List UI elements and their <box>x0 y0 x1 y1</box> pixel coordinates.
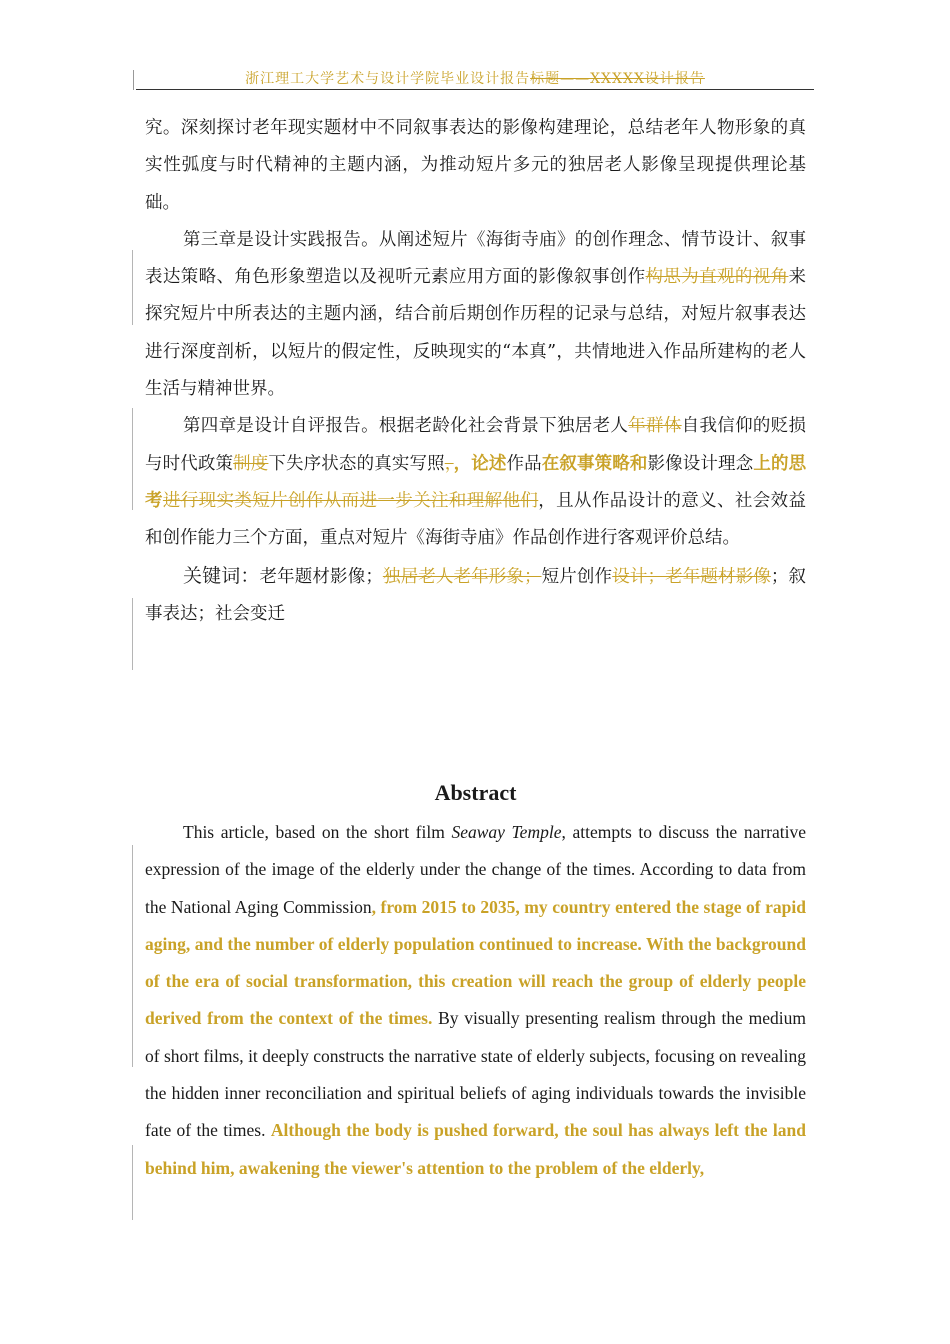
change-bar <box>132 250 133 325</box>
text-run: 自我信仰的贬损与时代政策 <box>145 416 807 474</box>
abstract-title: Abstract <box>434 780 517 805</box>
keyword: 老年题材影像； <box>259 566 383 587</box>
deleted-text: 构思为直观的视角 <box>645 267 789 288</box>
text-run: 影像设计理念 <box>647 453 754 474</box>
abstract-paragraph <box>145 814 806 1187</box>
change-bar <box>132 845 133 1067</box>
text-run: , attempts to discuss the narrative expression of the image of the elderly under the change of the times. According to data from the National Aging Commission <box>145 822 806 917</box>
keyword: 短片创作 <box>541 566 613 587</box>
page-header <box>136 68 814 88</box>
deleted-text: ， <box>444 453 454 474</box>
text-run: This article, based on the short film <box>183 822 452 842</box>
inserted-text: 在叙事策略和 <box>541 453 648 474</box>
change-bar <box>132 598 133 670</box>
header-rule <box>136 89 814 90</box>
text-run: By visually presenting realism through the medium of short films, it deeply constructs the narrative state of elderly subjects, focusing on revealing the hidden inner reconciliation and spiritual beliefs of aging individuals towards the invisible fate of the times. <box>145 1008 806 1141</box>
deleted-text: 制度 <box>233 453 269 474</box>
text-run: 下失序状态的真实写照 <box>268 453 445 474</box>
inserted-text: Although the body is pushed forward, the soul has always left the land behind him, awakening the viewer's attention to the problem of the elderly, <box>145 1120 806 1178</box>
keyword: ；叙事表达；社会变迁 <box>145 566 807 624</box>
text-run: 第三章是设计实践报告。从阐述短片《海街寺庙》的创作理念、情节设计、叙事表达策略、角色形象塑造以及视听元素应用方面的影像叙事创作 <box>145 229 806 288</box>
text-run: 第四章是设计自评报告。根据老龄化社会背景下独居老人 <box>183 416 629 437</box>
deleted-text: 年群体 <box>628 416 682 437</box>
change-bar <box>132 408 133 510</box>
film-title: Seaway Temple <box>451 822 562 842</box>
keywords-label: 关键词： <box>183 564 260 587</box>
inserted-text: ，论述 <box>453 453 507 474</box>
inserted-text: , from 2015 to 2035, my country entered the stage of rapid aging, and the number of elderly population continued to increase. With the background of the era of social transformation, this creation will reach the group of elderly people derived from the context of the times. <box>145 896 806 1029</box>
text-run: ，且从作品设计的意义、社会效益和创作能力三个方面，重点对短片《海街寺庙》作品创作进行客观评价总结。 <box>145 490 806 549</box>
inserted-text: 上的思考 <box>145 453 807 511</box>
english-abstract-body <box>145 814 806 1187</box>
change-bar <box>132 1145 133 1220</box>
chinese-abstract-body <box>145 110 806 633</box>
text-run: 来探究短片中所表达的主题内涵，结合前后期创作历程的记录与总结，对短片叙事表达进行深度剖析，以短片的假定性，反映现实的“本真”，共情地进入作品所建构的老人生活与精神世界。 <box>145 267 806 400</box>
paragraph-chapter4 <box>145 408 806 557</box>
paragraph-chapter3 <box>145 222 806 408</box>
deleted-text: 设计；老年题材影像 <box>612 566 771 587</box>
text-run: 作品 <box>506 453 542 474</box>
keywords <box>145 558 806 634</box>
header-corner-mark <box>133 70 134 90</box>
header-deleted-title: 标题——XXXXX设计报告 <box>530 71 705 87</box>
header-title: 浙江理工大学艺术与设计学院毕业设计报告 <box>245 71 531 87</box>
deleted-text: 进行现实类短片创作从而进一步关注和理解他们 <box>162 490 539 511</box>
paragraph-chapter2-end: 究。深刻探讨老年现实题材中不同叙事表达的影像构建理论，总结老年人物形象的真实性弧度与时代精神的主题内涵，为推动短片多元的独居老人影像呈现提供理论基础。 <box>145 118 806 213</box>
deleted-text: 独居老人老年形象； <box>382 566 542 587</box>
